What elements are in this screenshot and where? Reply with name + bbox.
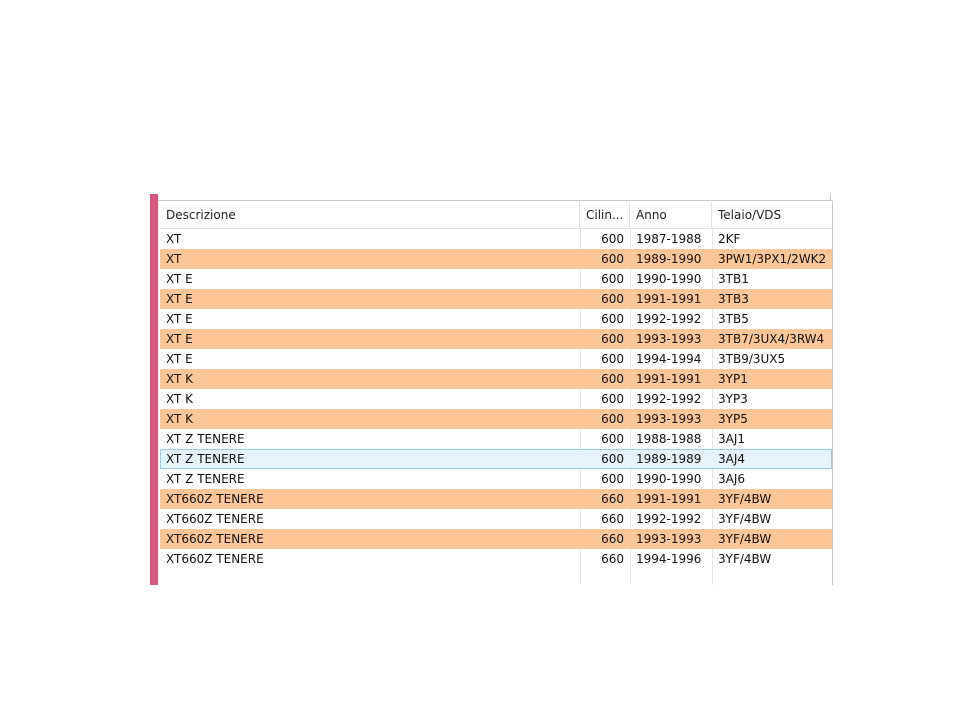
cell-anno: 1994-1996 xyxy=(636,552,702,566)
cell-telaio: 3YF/4BW xyxy=(718,552,772,566)
cell-descrizione: XT Z TENERE xyxy=(166,472,245,486)
cell-cilindrata: 600 xyxy=(601,272,624,286)
cell-telaio: 3AJ1 xyxy=(718,432,746,446)
cell-descrizione: XT660Z TENERE xyxy=(166,492,264,506)
table-row[interactable] xyxy=(160,329,832,349)
cell-anno: 1991-1991 xyxy=(636,292,702,306)
cell-telaio: 3TB7/3UX4/3RW4 xyxy=(718,332,825,346)
cell-cilindrata: 600 xyxy=(601,432,624,446)
cell-anno: 1987-1988 xyxy=(636,232,702,246)
cell-anno: 1992-1992 xyxy=(636,312,702,326)
table-row[interactable] xyxy=(160,509,832,529)
cell-descrizione: XT E xyxy=(166,292,193,306)
cell-cilindrata: 600 xyxy=(601,292,624,306)
column-header-anno[interactable]: Anno xyxy=(630,202,712,228)
cell-cilindrata: 600 xyxy=(601,412,624,426)
cell-descrizione: XT660Z TENERE xyxy=(166,512,264,526)
cell-telaio: 3PW1/3PX1/2WK2 xyxy=(718,252,827,266)
table-row[interactable] xyxy=(160,389,832,409)
cell-telaio: 3YP1 xyxy=(718,372,748,386)
cell-descrizione: XT xyxy=(166,252,182,266)
cell-cilindrata: 660 xyxy=(601,492,624,506)
table-row[interactable] xyxy=(160,349,832,369)
cell-descrizione: XT K xyxy=(166,392,194,406)
cell-descrizione: XT660Z TENERE xyxy=(166,532,264,546)
cell-descrizione: XT K xyxy=(166,412,194,426)
cell-cilindrata: 600 xyxy=(601,452,624,466)
cell-telaio: 3TB5 xyxy=(718,312,749,326)
table-body xyxy=(160,229,832,569)
table-row[interactable] xyxy=(160,529,832,549)
cell-cilindrata: 600 xyxy=(601,472,624,486)
cell-telaio: 3AJ6 xyxy=(718,472,746,486)
cell-telaio: 3YP5 xyxy=(718,412,748,426)
cell-telaio: 3TB3 xyxy=(718,292,749,306)
cell-cilindrata: 660 xyxy=(601,552,624,566)
cell-telaio: 3YF/4BW xyxy=(718,512,772,526)
cell-anno: 1992-1992 xyxy=(636,392,702,406)
column-header-telaio[interactable]: Telaio/VDS xyxy=(718,208,782,222)
cell-anno: 1990-1990 xyxy=(636,272,702,286)
cell-cilindrata: 600 xyxy=(601,352,624,366)
panel-top-border xyxy=(158,200,833,201)
table-row[interactable] xyxy=(160,269,832,289)
cell-cilindrata: 600 xyxy=(601,232,624,246)
cell-cilindrata: 600 xyxy=(601,392,624,406)
cell-descrizione: XT xyxy=(166,232,182,246)
cell-cilindrata: 600 xyxy=(601,332,624,346)
cell-descrizione: XT E xyxy=(166,352,193,366)
cell-descrizione: XT Z TENERE xyxy=(166,432,245,446)
table-row[interactable] xyxy=(160,549,832,569)
cell-anno: 1990-1990 xyxy=(636,472,702,486)
cell-telaio: 3YF/4BW xyxy=(718,532,772,546)
results-panel xyxy=(150,194,833,585)
cell-anno: 1991-1991 xyxy=(636,492,702,506)
column-header-descrizione[interactable]: Descrizione xyxy=(160,202,580,228)
cell-anno: 1989-1989 xyxy=(636,452,702,466)
cell-descrizione: XT K xyxy=(166,372,194,386)
cell-telaio: 3YF/4BW xyxy=(718,492,772,506)
cell-cilindrata: 660 xyxy=(601,532,624,546)
cell-telaio: 3TB9/3UX5 xyxy=(718,352,786,366)
cell-anno: 1993-1993 xyxy=(636,332,702,346)
table-row[interactable] xyxy=(160,249,832,269)
cell-cilindrata: 660 xyxy=(601,512,624,526)
vehicle-table[interactable] xyxy=(160,202,833,585)
cell-anno: 1988-1988 xyxy=(636,432,702,446)
table-row[interactable] xyxy=(160,369,832,389)
cell-descrizione: XT660Z TENERE xyxy=(166,552,264,566)
cell-cilindrata: 600 xyxy=(601,372,624,386)
cell-telaio: 3TB1 xyxy=(718,272,749,286)
cell-descrizione: XT E xyxy=(166,272,193,286)
accent-bar xyxy=(150,194,158,585)
table-row[interactable] xyxy=(160,429,832,449)
table-row[interactable] xyxy=(160,449,832,469)
cell-anno: 1991-1991 xyxy=(636,372,702,386)
cell-telaio: 3YP3 xyxy=(718,392,748,406)
cell-descrizione: XT Z TENERE xyxy=(166,452,245,466)
table-row[interactable] xyxy=(160,469,832,489)
table-row[interactable] xyxy=(160,309,832,329)
cell-anno: 1994-1994 xyxy=(636,352,702,366)
table-header xyxy=(160,202,832,229)
table-row[interactable] xyxy=(160,289,832,309)
cell-descrizione: XT E xyxy=(166,332,193,346)
table-row[interactable] xyxy=(160,489,832,509)
cell-cilindrata: 600 xyxy=(601,252,624,266)
cell-telaio: 3AJ4 xyxy=(718,452,746,466)
cell-descrizione: XT E xyxy=(166,312,193,326)
cell-anno: 1992-1992 xyxy=(636,512,702,526)
table-row[interactable] xyxy=(160,409,832,429)
table-row[interactable] xyxy=(160,229,832,249)
cell-cilindrata: 600 xyxy=(601,312,624,326)
cell-anno: 1993-1993 xyxy=(636,412,702,426)
cell-telaio: 2KF xyxy=(718,232,741,246)
column-header-cilindrata[interactable]: Cilin... xyxy=(580,202,630,228)
cell-anno: 1989-1990 xyxy=(636,252,702,266)
cell-anno: 1993-1993 xyxy=(636,532,702,546)
panel-top-tick xyxy=(830,194,831,201)
